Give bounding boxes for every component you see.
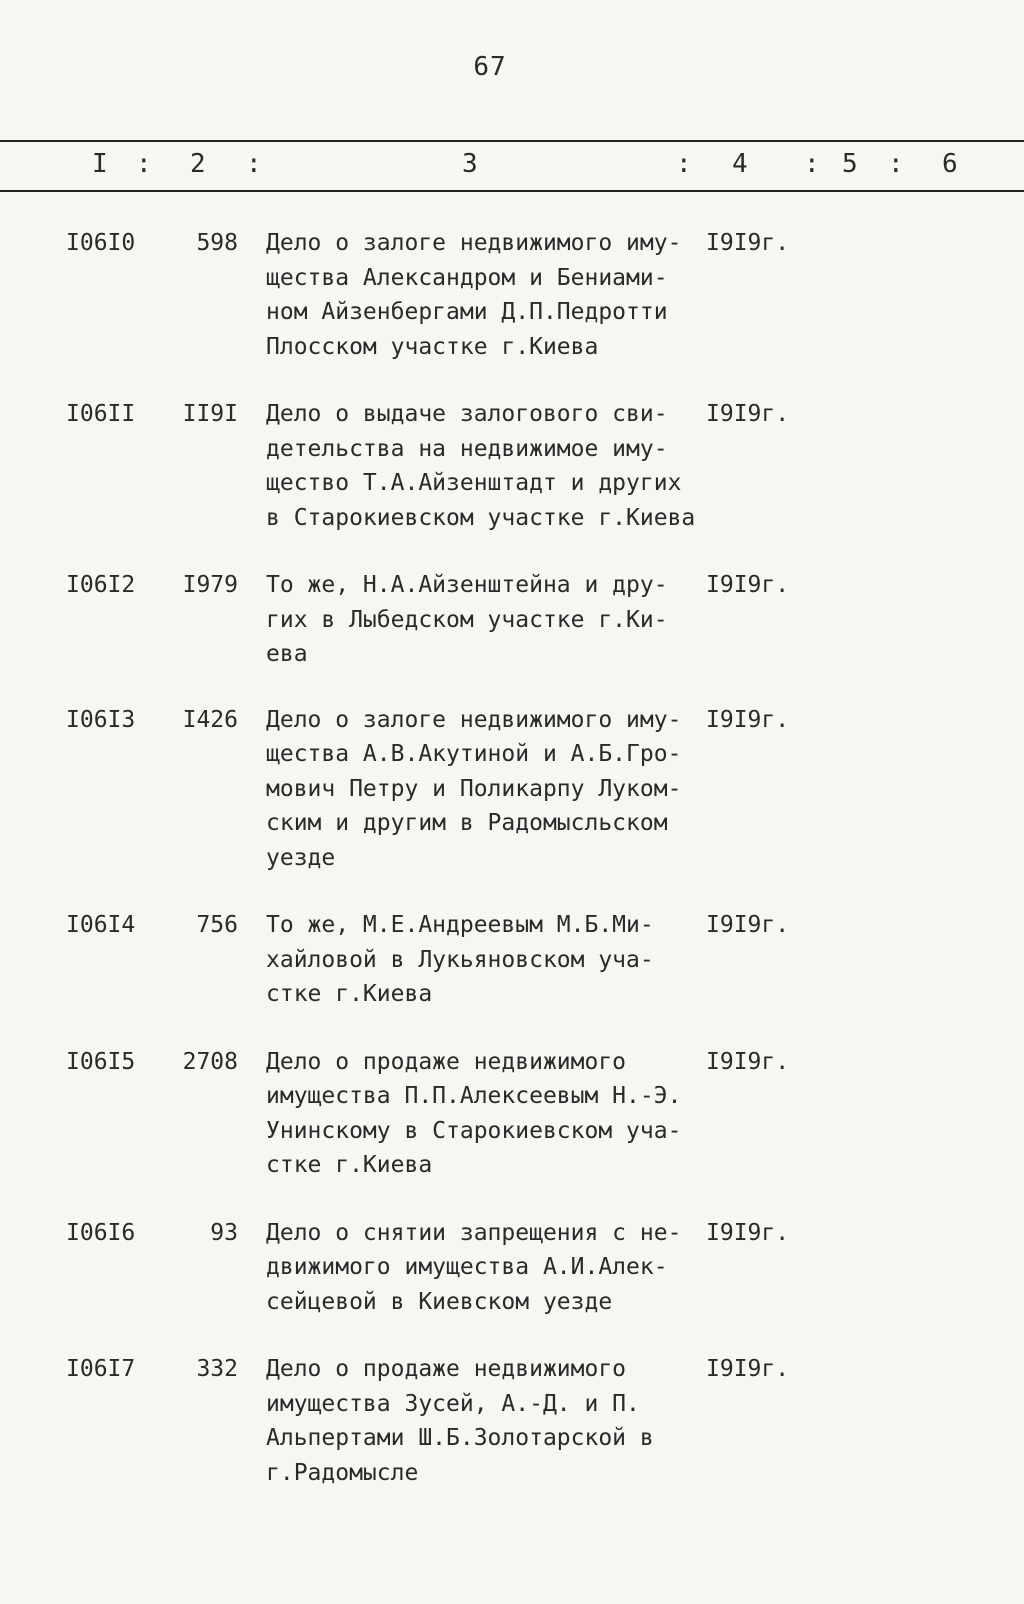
description-line: уезде — [266, 844, 336, 871]
description-line: движимого имущества А.И.Алек- — [266, 1254, 668, 1280]
description-line: сейцевой в Киевском уезде — [266, 1288, 613, 1315]
description-line: Альпертами Ш.Б.Золотарской в — [266, 1425, 654, 1451]
description-line: в Старокиевском участке г.Киева — [266, 504, 696, 531]
description-line: гих в Лыбедском участке г.Ки- — [266, 606, 668, 633]
description-line: хайловой в Лукьяновском уча- — [266, 946, 654, 973]
page-number: 67 — [473, 52, 507, 82]
record-year: I9I9г. — [706, 572, 790, 598]
record-old-number: 756 — [196, 912, 238, 938]
header-top-rule — [0, 140, 1024, 142]
column-header-6: 6 — [942, 149, 958, 179]
description-line: Дело о снятии запрещения с не- — [266, 1219, 682, 1246]
description-line: ским и другим в Радомысльском — [266, 810, 668, 836]
column-separator: : — [136, 149, 152, 179]
column-header-2: 2 — [190, 149, 206, 179]
record-year: I9I9г. — [706, 706, 790, 733]
description-line: Унинскому в Старокиевском уча- — [266, 1117, 682, 1144]
record-entry — [0, 568, 1024, 672]
record-old-number: 332 — [196, 1356, 238, 1382]
record-description — [266, 1352, 706, 1490]
description-line: Плосском участке г.Киева — [266, 333, 599, 360]
record-year: I9I9г. — [706, 1356, 790, 1382]
column-header-3: 3 — [462, 149, 478, 179]
description-line: щество Т.А.Айзенштадт и других — [266, 470, 682, 496]
record-number: I06I7 — [66, 1356, 136, 1382]
record-old-number: I426 — [182, 706, 238, 733]
column-header-1: I — [92, 149, 108, 179]
record-number: I06I5 — [66, 1048, 136, 1075]
description-line: щества Александром и Бениами- — [266, 264, 668, 291]
column-separator: : — [888, 149, 904, 179]
record-old-number: 598 — [196, 230, 238, 256]
record-number: I06I4 — [66, 912, 136, 938]
record-description — [266, 908, 706, 1012]
description-line: То же, М.Е.Андреевым М.Б.Ми- — [266, 912, 654, 938]
record-number: I06II — [66, 401, 136, 427]
record-description — [266, 568, 706, 672]
record-entry — [0, 908, 1024, 1012]
header-bottom-rule — [0, 190, 1024, 192]
column-separator: : — [246, 149, 262, 179]
column-separator: : — [804, 149, 820, 179]
description-line: ном Айзенбергами Д.П.Педротти — [266, 299, 668, 325]
record-old-number: 93 — [210, 1219, 238, 1246]
record-description — [266, 1216, 706, 1320]
record-entry — [0, 226, 1024, 364]
description-line: стке г.Киева — [266, 981, 433, 1007]
description-line: имущества Зусей, А.-Д. и П. — [266, 1390, 640, 1417]
description-line: То же, Н.А.Айзенштейна и дру- — [266, 572, 668, 598]
record-description — [266, 703, 706, 876]
column-header-row — [0, 145, 1024, 187]
description-line: имущества П.П.Алексеевым Н.-Э. — [266, 1083, 682, 1109]
record-year: I9I9г. — [706, 401, 790, 427]
record-number: I06I0 — [66, 230, 136, 256]
record-description — [266, 226, 706, 364]
record-year: I9I9г. — [706, 230, 790, 256]
record-year: I9I9г. — [706, 912, 790, 938]
record-year: I9I9г. — [706, 1219, 790, 1246]
record-number: I06I3 — [66, 706, 136, 733]
record-entry — [0, 1352, 1024, 1490]
column-header-5: 5 — [842, 149, 858, 179]
record-entry — [0, 1216, 1024, 1320]
description-line: ева — [266, 641, 308, 667]
description-line: щества А.В.Акутиной и А.Б.Гро- — [266, 741, 682, 767]
records-list — [0, 226, 1024, 1490]
description-line: г.Радомысле — [266, 1459, 419, 1486]
record-old-number: I979 — [182, 572, 238, 598]
description-line: Дело о залоге недвижимого иму- — [266, 230, 682, 256]
description-line: стке г.Киева — [266, 1152, 433, 1178]
description-line: мович Петру и Поликарпу Луком- — [266, 775, 682, 802]
description-line: детельства на недвижимое иму- — [266, 435, 668, 462]
description-line: Дело о выдаче залогового сви- — [266, 401, 668, 427]
record-entry — [0, 703, 1024, 876]
column-header-4: 4 — [732, 149, 748, 179]
record-entry — [0, 397, 1024, 535]
description-line: Дело о продаже недвижимого — [266, 1048, 627, 1075]
record-old-number: II9I — [182, 401, 238, 427]
record-description — [266, 397, 706, 535]
description-line: Дело о залоге недвижимого иму- — [266, 706, 682, 733]
record-number: I06I6 — [66, 1219, 136, 1246]
record-entry — [0, 1045, 1024, 1183]
record-old-number: 2708 — [182, 1048, 238, 1075]
record-year: I9I9г. — [706, 1048, 790, 1075]
record-description — [266, 1045, 706, 1183]
column-separator: : — [676, 149, 692, 179]
description-line: Дело о продаже недвижимого — [266, 1356, 627, 1382]
record-number: I06I2 — [66, 572, 136, 598]
